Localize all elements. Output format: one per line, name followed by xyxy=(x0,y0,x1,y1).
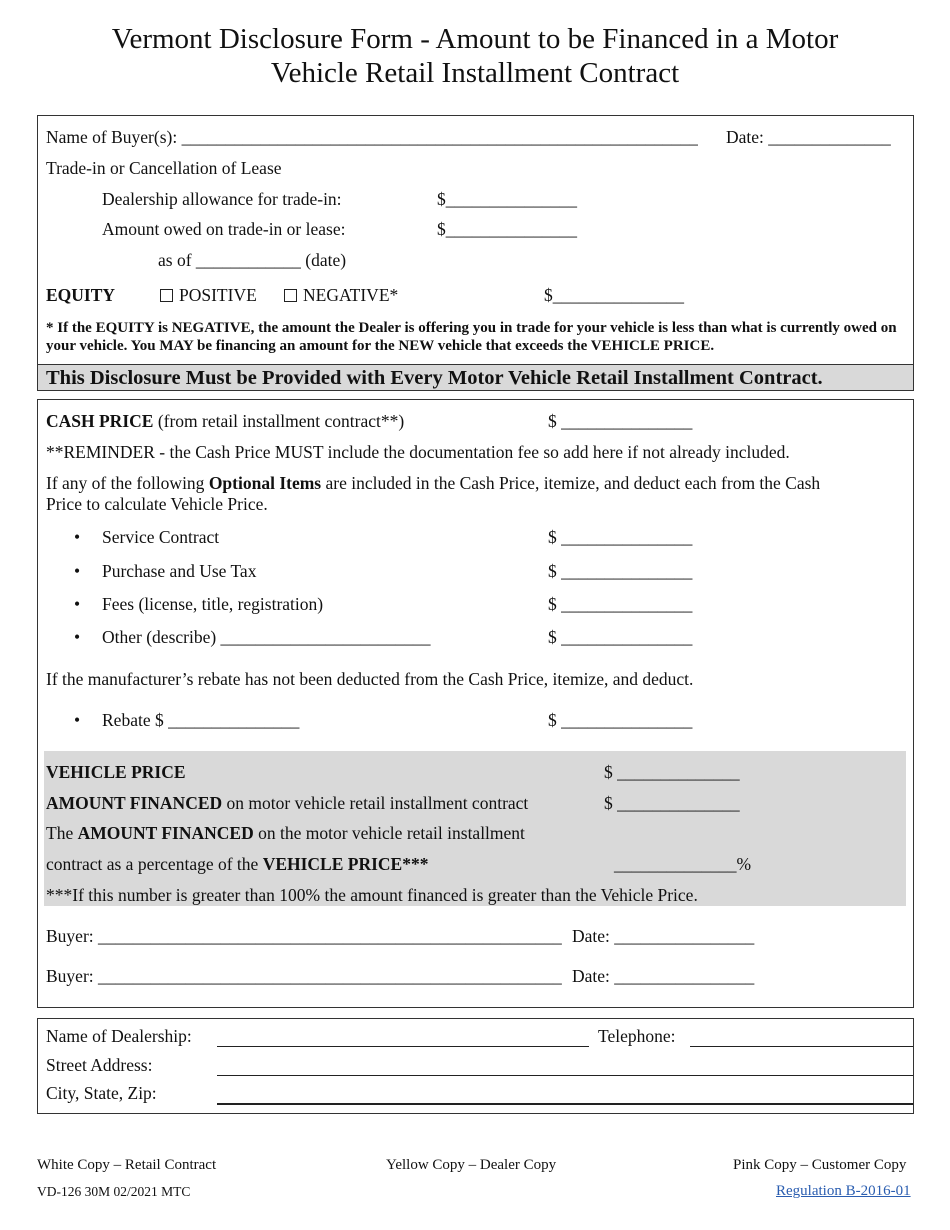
disclosure-banner: This Disclosure Must be Provided with Every Motor Vehicle Retail Installment Contract. xyxy=(37,364,914,391)
service-contract-label: Service Contract xyxy=(102,527,220,547)
dealership-name-label: Name of Dealership: xyxy=(46,1026,192,1046)
form-id: VD-126 30M 02/2021 MTC xyxy=(37,1184,191,1199)
optional-items-text-2: Price to calculate Vehicle Price. xyxy=(46,494,268,514)
signature-date-1[interactable]: Date: ________________ xyxy=(572,926,755,946)
buyer-date-field[interactable]: Date: ______________ xyxy=(726,127,891,147)
purchase-tax-label: Purchase and Use Tax xyxy=(102,561,257,581)
other-describe-field[interactable]: Other (describe) ________________________ xyxy=(102,627,431,647)
positive-label: POSITIVE xyxy=(179,285,257,305)
rebate-amount-field[interactable]: Rebate $ _______________ xyxy=(102,710,300,730)
vehicle-price-label: VEHICLE PRICE xyxy=(46,762,186,782)
percentage-footnote: ***If this number is greater than 100% the amount financed is greater than the Vehicle Price. xyxy=(46,885,698,905)
city-state-zip-field[interactable] xyxy=(217,1103,913,1105)
telephone-field[interactable] xyxy=(690,1046,913,1047)
regulation-link[interactable]: Regulation B-2016-01 xyxy=(776,1183,911,1199)
fees-field[interactable]: $ _______________ xyxy=(548,594,693,614)
positive-option[interactable] xyxy=(160,285,257,306)
owed-field[interactable]: $_______________ xyxy=(437,219,577,239)
signature-date-2[interactable]: Date: ________________ xyxy=(572,966,755,986)
street-address-field[interactable] xyxy=(217,1075,913,1076)
as-of-date-field[interactable]: as of ____________ (date) xyxy=(158,250,347,270)
amount-financed-label: AMOUNT FINANCED on motor vehicle retail installment contract xyxy=(46,793,529,813)
bullet-icon: • xyxy=(74,594,81,614)
white-copy-label: White Copy – Retail Contract xyxy=(37,1157,217,1173)
negative-option[interactable] xyxy=(284,285,398,306)
owed-label: Amount owed on trade-in or lease: xyxy=(102,219,346,239)
reminder-text: **REMINDER - the Cash Price MUST include the documentation fee so add here if not already included. xyxy=(46,442,790,462)
title-line-2: Vehicle Retail Installment Contract xyxy=(270,57,680,89)
fees-label: Fees (license, title, registration) xyxy=(102,594,324,614)
bullet-icon: • xyxy=(74,710,81,730)
equity-field[interactable]: $_______________ xyxy=(544,285,684,305)
telephone-label: Telephone: xyxy=(598,1026,676,1046)
percentage-field[interactable]: ______________% xyxy=(614,854,752,874)
city-state-zip-label: City, State, Zip: xyxy=(46,1083,157,1103)
allowance-label: Dealership allowance for trade-in: xyxy=(102,189,342,209)
other-field[interactable]: $ _______________ xyxy=(548,627,693,647)
purchase-tax-field[interactable]: $ _______________ xyxy=(548,561,693,581)
negative-checkbox[interactable] xyxy=(284,289,297,302)
yellow-copy-label: Yellow Copy – Dealer Copy xyxy=(386,1157,557,1173)
vehicle-price-field[interactable]: $ ______________ xyxy=(604,762,740,782)
bullet-icon: • xyxy=(74,561,81,581)
service-contract-field[interactable]: $ _______________ xyxy=(548,527,693,547)
bullet-icon: • xyxy=(74,627,81,647)
amount-financed-field[interactable]: $ ______________ xyxy=(604,793,740,813)
negative-label: NEGATIVE* xyxy=(303,285,399,305)
cash-price-label: CASH PRICE (from retail installment contract**) xyxy=(46,411,405,431)
trade-heading: Trade-in or Cancellation of Lease xyxy=(46,158,282,178)
percentage-label-2: contract as a percentage of the VEHICLE PRICE*** xyxy=(46,854,429,874)
page-title xyxy=(0,22,950,90)
buyer-signature-2[interactable]: Buyer: _____________________________________________________ xyxy=(46,966,562,986)
buyer-name-field[interactable]: Name of Buyer(s): ___________________________________________________________ xyxy=(46,127,698,147)
title-line-1: Vermont Disclosure Form - Amount to be Financed in a Motor xyxy=(111,23,839,55)
rebate-intro: If the manufacturer’s rebate has not been deducted from the Cash Price, itemize, and deduct. xyxy=(46,669,694,689)
allowance-field[interactable]: $_______________ xyxy=(437,189,577,209)
bullet-icon: • xyxy=(74,527,81,547)
optional-items-text: If any of the following Optional Items are included in the Cash Price, itemize, and deduct each from the Cash xyxy=(46,473,821,493)
street-address-label: Street Address: xyxy=(46,1055,153,1075)
cash-price-field[interactable]: $ _______________ xyxy=(548,411,693,431)
equity-label: EQUITY xyxy=(46,285,116,305)
pink-copy-label: Pink Copy – Customer Copy xyxy=(733,1157,907,1173)
dealership-name-field[interactable] xyxy=(217,1046,589,1047)
buyer-signature-1[interactable]: Buyer: _____________________________________________________ xyxy=(46,926,562,946)
rebate-field[interactable]: $ _______________ xyxy=(548,710,693,730)
positive-checkbox[interactable] xyxy=(160,289,173,302)
negative-equity-note: * If the EQUITY is NEGATIVE, the amount the Dealer is offering you in trade for your vehicle is less than what is currently owed on your vehicle. You MAY be financing an amount for the NEW vehicle that exceeds the VEHICLE PRICE. xyxy=(46,320,897,354)
percentage-label-1: The AMOUNT FINANCED on the motor vehicle retail installment xyxy=(46,823,525,843)
